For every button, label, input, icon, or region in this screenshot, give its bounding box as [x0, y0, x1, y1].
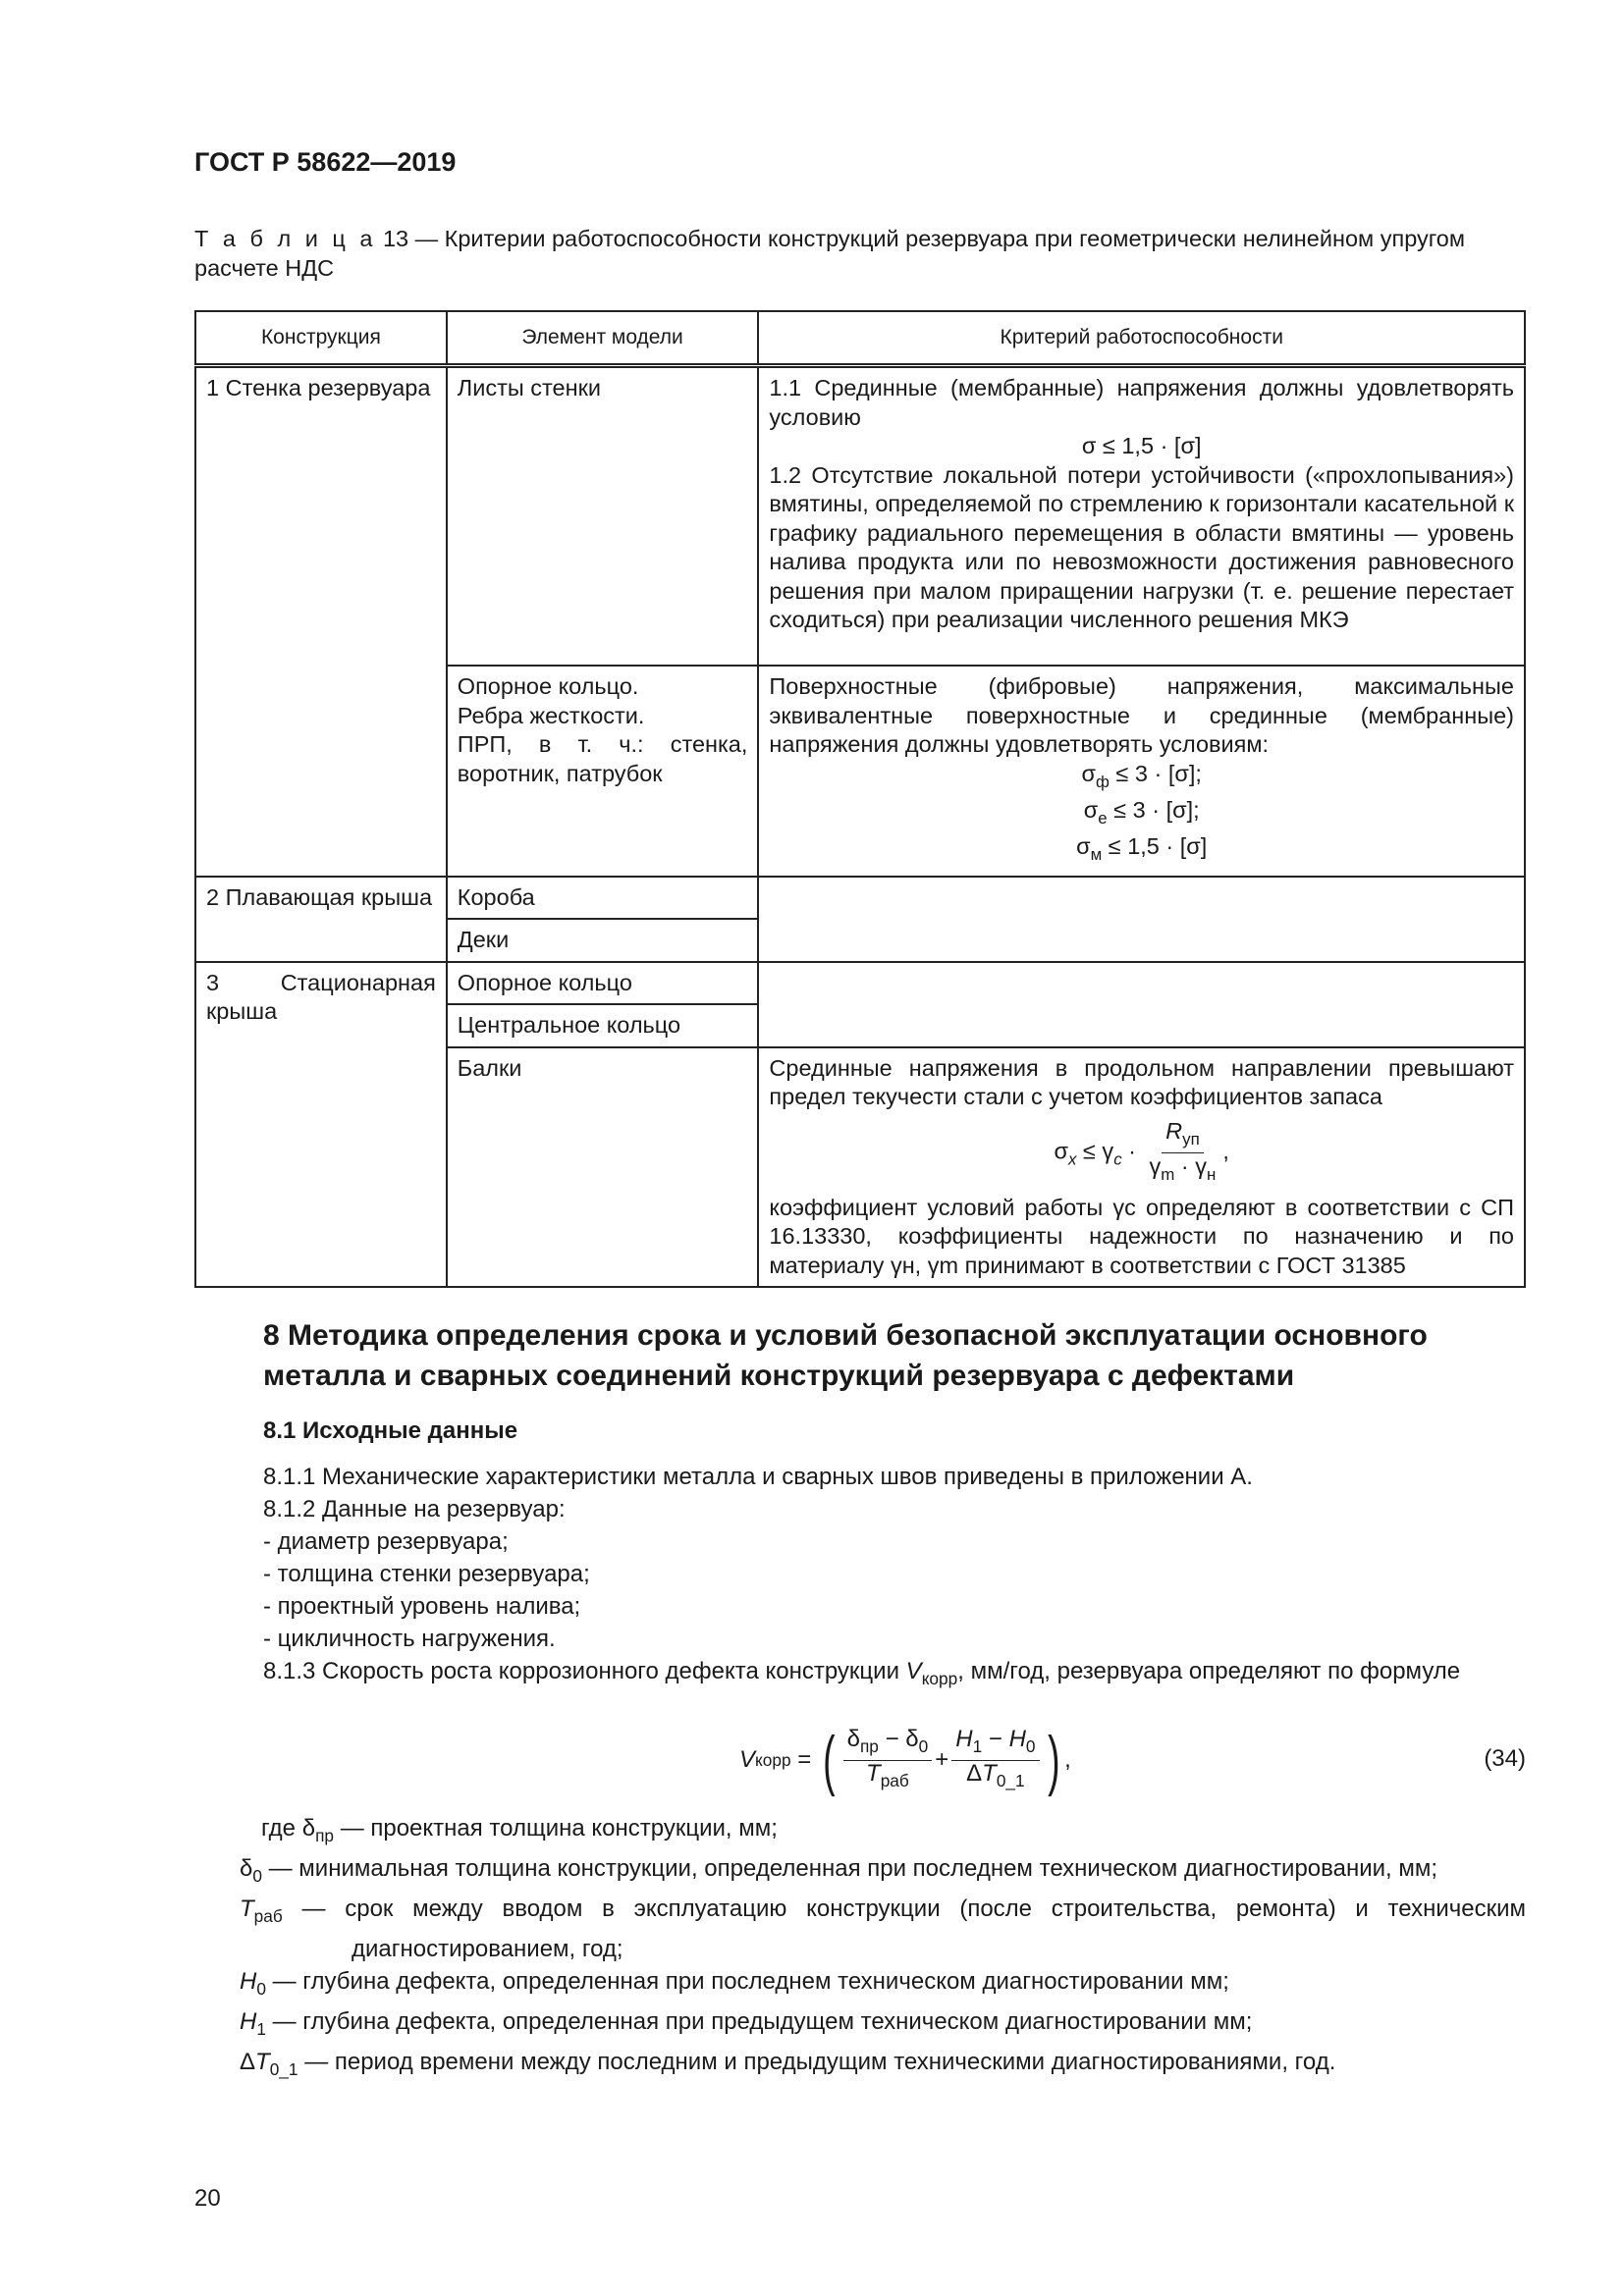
criterion-text: 1.2 Отсутствие локальной потери устойчивости («прохлопывания») вмятины, определяемой по стремлению к горизонтали касательной к графику радиального перемещения в области вмятины — уровень налива продукта или по невозможности достижения равновесного решения при малом приращении нагрузки (т. е. решение перестает сходиться) при реализации численного решения МКЭ: [769, 461, 1514, 632]
element-cell: Деки: [447, 919, 759, 962]
subsection-title: 8.1 Исходные данные: [263, 1417, 518, 1444]
table-caption-label: Т а б л и ц а: [194, 226, 377, 251]
element-cell: Короба: [447, 877, 759, 920]
criterion-cell: [758, 366, 1525, 667]
definition-item: $\delta_0$ — минимальная толщина конструкции, определенная при последнем техническом диагностировании, мм;: [240, 1855, 1438, 1887]
list-item: - диаметр резервуара;: [263, 1528, 509, 1555]
element-line: ПРП, в т. ч.: стенка, воротник, патрубок: [457, 731, 748, 786]
paragraph: 8.1.1 Механические характеристики металла и сварных швов приведены в приложении А.: [263, 1464, 1253, 1490]
definition-item: $H_0$ — глубина дефекта, определенная при последнем техническом диагностировании мм;: [240, 1968, 1229, 2000]
page-number: 20: [194, 2185, 221, 2212]
table-row: [195, 366, 1525, 667]
paragraph: 8.1.3 Скорость роста коррозионного дефекта конструкции $V_{корр}$, мм/год, резервуара определяют по формуле: [263, 1658, 1461, 1689]
table-caption-text: 13 — Критерии работоспособности конструкций резервуара при геометрически нелинейном упругом расчете НДС: [194, 226, 1466, 281]
table-caption: [194, 224, 1526, 283]
formula-34: [194, 1718, 1526, 1802]
construction-cell: 2 Плавающая крыша: [195, 877, 447, 962]
definition-item: где $\delta_{пр}$ — проектная толщина конструкции, мм;: [261, 1815, 778, 1846]
column-header: Элемент модели: [447, 311, 759, 366]
list-item: - проектный уровень налива;: [263, 1593, 581, 1620]
table-row: [195, 962, 1525, 1005]
table-header-row: [195, 311, 1525, 366]
definition-item: $T_{раб}$ — срок между вводом в эксплуатацию конструкции (после строительства, ремонта) и техническим диагностированием, год;: [240, 1896, 1526, 1963]
criterion-cell: [758, 666, 1525, 877]
list-item: - толщина стенки резервуара;: [263, 1561, 590, 1587]
criterion-note: коэффициент условий работы γc определяют в соответствии с СП 16.13330, коэффициенты надежности по назначению и по материалу γн, γm принимают в соответствии с ГОСТ 31385: [769, 1194, 1514, 1278]
document-code: ГОСТ Р 58622—2019: [194, 147, 457, 177]
criterion-formula: $\sigma_м \le 1,5 \cdot [\sigma]$: [1076, 833, 1208, 865]
criterion-cell: [758, 1047, 1525, 1287]
element-cell: [447, 666, 759, 877]
definition-item: $H_1$ — глубина дефекта, определенная при предыдущем техническом диагностировании мм;: [240, 2008, 1253, 2040]
construction-cell: 1 Стенка резервуара: [195, 366, 447, 877]
definitions: [194, 1812, 1526, 2086]
element-line: Опорное кольцо.: [457, 673, 639, 699]
criterion-text: 1.1 Срединные (мембранные) напряжения должны удовлетворять условию: [769, 375, 1514, 430]
criterion-formula: $\sigma_е \le 3 \cdot [\sigma]$;: [1083, 796, 1200, 828]
criterion-formula: σ ≤ 1,5 · [σ]: [1081, 433, 1202, 458]
criterion-formula: $\sigma_ф \le 3 \cdot [\sigma]$;: [1081, 760, 1202, 791]
formula-number: (34): [1484, 1745, 1526, 1772]
definition-item: $\Delta T_{0\_1}$ — период времени между последним и предыдущим техническими диагностированиями, год.: [240, 2049, 1336, 2080]
column-header: Конструкция: [195, 311, 447, 366]
element-cell: Центральное кольцо: [447, 1004, 759, 1047]
beam-formula: $\sigma_x \le \gamma_c$ · $\frac{R_{уп}}{\gamma_m \cdot \gamma_н}$ ,: [1054, 1117, 1229, 1184]
criterion-text: Поверхностные (фибровые) напряжения, максимальные эквивалентные поверхностные и срединные (мембранные) напряжения должны удовлетворять условиям:: [769, 673, 1514, 757]
criteria-table: [194, 310, 1526, 1288]
table-row: [195, 877, 1525, 920]
criterion-text: Срединные напряжения в продольном направлении превышают предел текучести стали с учетом коэффициентов запаса: [769, 1054, 1514, 1110]
column-header: Критерий работоспособности: [758, 311, 1525, 366]
element-line: Ребра жесткости.: [457, 702, 645, 728]
element-cell: Листы стенки: [447, 366, 759, 667]
list-item: - цикличность нагружения.: [263, 1626, 556, 1652]
section-title: 8 Методика определения срока и условий безопасной эксплуатации основного металла и сварных соединений конструкций резервуара с дефектами: [263, 1319, 1428, 1392]
criterion-cell: [758, 877, 1525, 962]
paragraph: 8.1.2 Данные на резервуар:: [263, 1496, 566, 1522]
element-cell: Балки: [447, 1047, 759, 1287]
criterion-cell: [758, 962, 1525, 1047]
element-cell: Опорное кольцо: [447, 962, 759, 1005]
construction-cell: 3 Стационарная крыша: [195, 962, 447, 1287]
section-body: [194, 1461, 1526, 1695]
formula-body: V корр = ( $\frac{\delta_{пр} - \delta_0}{T_{раб}}$ + $\frac{H_1 - H_0}{\Delta T_{0\_1}}$ ) ,: [739, 1723, 1071, 1797]
